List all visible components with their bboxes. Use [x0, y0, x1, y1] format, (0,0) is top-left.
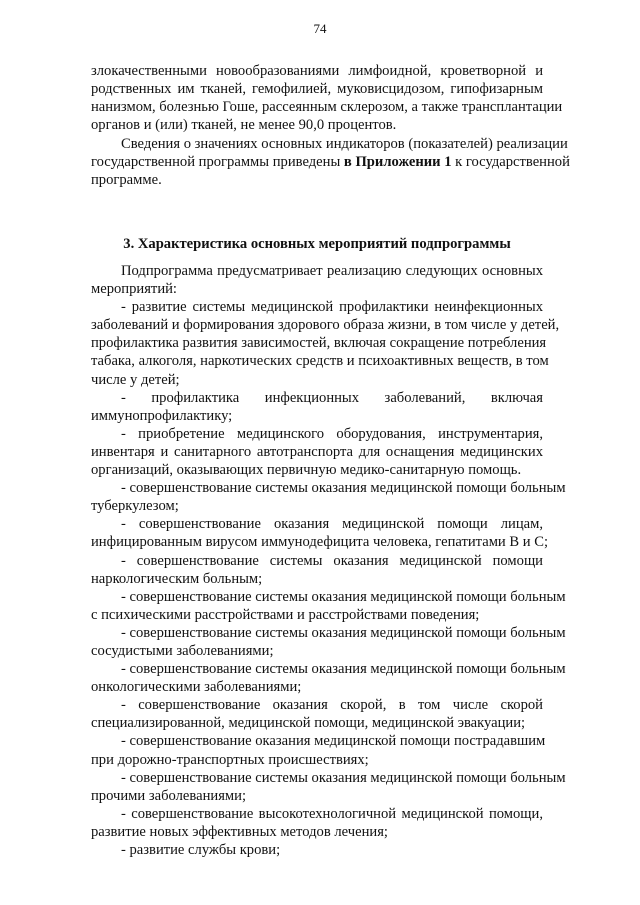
text-line: нанизмом, болезнью Гоше, рассеянным склерозом, а также трансплантации — [91, 99, 563, 116]
text-line: наркологическим больным; — [91, 570, 263, 587]
text-line: - совершенствование оказания медицинской помощи пострадавшим — [121, 733, 546, 750]
text-line: программе. — [91, 172, 162, 189]
text-line: с психическими расстройствами и расстройствами поведения; — [91, 606, 480, 623]
text-line: при дорожно-транспортных происшествиях; — [91, 751, 369, 768]
text-line: - приобретение медицинского оборудования, инструментария, — [121, 425, 543, 442]
indicators-paragraph — [91, 135, 570, 189]
text-line: злокачественными новообразованиями лимфоидной, кроветворной и — [91, 63, 543, 79]
text-line: профилактика развития зависимостей, включая сокращение потребления — [91, 335, 547, 352]
text-line: - развитие службы крови; — [121, 842, 281, 858]
text-line: инфицированным вирусом иммунодефицита человека, гепатитами В и С; — [91, 534, 549, 551]
text-line: сосудистыми заболеваниями; — [91, 642, 274, 659]
section-body — [91, 262, 566, 859]
text-line: заболеваний и формирования здорового образа жизни, в том числе у детей, — [91, 317, 560, 334]
text-line: - совершенствование оказания медицинской помощи лицам, — [121, 516, 543, 533]
text-line: Подпрограмма предусматривает реализацию следующих основных — [121, 263, 543, 279]
text-line: числе у детей; — [91, 371, 180, 388]
appendix-reference: в Приложении 1 — [343, 154, 452, 171]
text-line: онкологическими заболеваниями; — [91, 679, 302, 696]
page-number: 74 — [313, 21, 327, 36]
text-fragment: к государственной — [451, 154, 570, 171]
text-line: иммунопрофилактику; — [91, 407, 233, 424]
text-line: - совершенствование системы оказания медицинской помощи — [121, 552, 543, 569]
text-line — [91, 153, 570, 171]
intro-paragraph — [91, 62, 563, 134]
text-line: - совершенствование системы оказания медицинской помощи больным — [121, 588, 566, 605]
text-line: табака, алкоголя, наркотических средств и психоактивных веществ, в том — [91, 353, 549, 370]
text-line: организаций, оказывающих первичную медико-санитарную помощь. — [91, 462, 522, 479]
text-line: родственных им тканей, гемофилией, муковисцидозом, гипофизарным — [91, 81, 543, 98]
text-line: - совершенствование высокотехнологичной медицинской помощи, — [121, 805, 543, 822]
text-line: туберкулезом; — [91, 498, 179, 515]
text-line: органов и (или) тканей, не менее 90,0 процентов. — [91, 117, 397, 134]
text-line: развитие новых эффективных методов лечения; — [91, 823, 388, 840]
text-line: - совершенствование системы оказания медицинской помощи больным — [121, 769, 566, 786]
text-line: специализированной, медицинской помощи, медицинской эвакуации; — [91, 715, 526, 732]
text-line: прочими заболеваниями; — [91, 787, 247, 804]
text-line: - профилактика инфекционных заболеваний, включая — [121, 389, 543, 406]
text-line: - совершенствование оказания скорой, в том числе скорой — [121, 697, 543, 714]
text-line: - совершенствование системы оказания медицинской помощи больным — [121, 624, 566, 641]
text-line: - совершенствование системы оказания медицинской помощи больным — [121, 661, 566, 678]
text-line: - совершенствование системы оказания медицинской помощи больным — [121, 480, 566, 497]
text-line: - развитие системы медицинской профилактики неинфекционных — [121, 299, 543, 316]
text-line: Сведения о значениях основных индикаторов (показателей) реализации — [121, 136, 568, 152]
text-fragment: государственной программы приведены — [91, 154, 344, 171]
text-line: инвентаря и санитарного автотранспорта для оснащения медицинских — [91, 443, 543, 460]
text-line: мероприятий: — [91, 281, 177, 298]
section-heading: 3. Характеристика основных мероприятий подпрограммы — [123, 236, 511, 252]
